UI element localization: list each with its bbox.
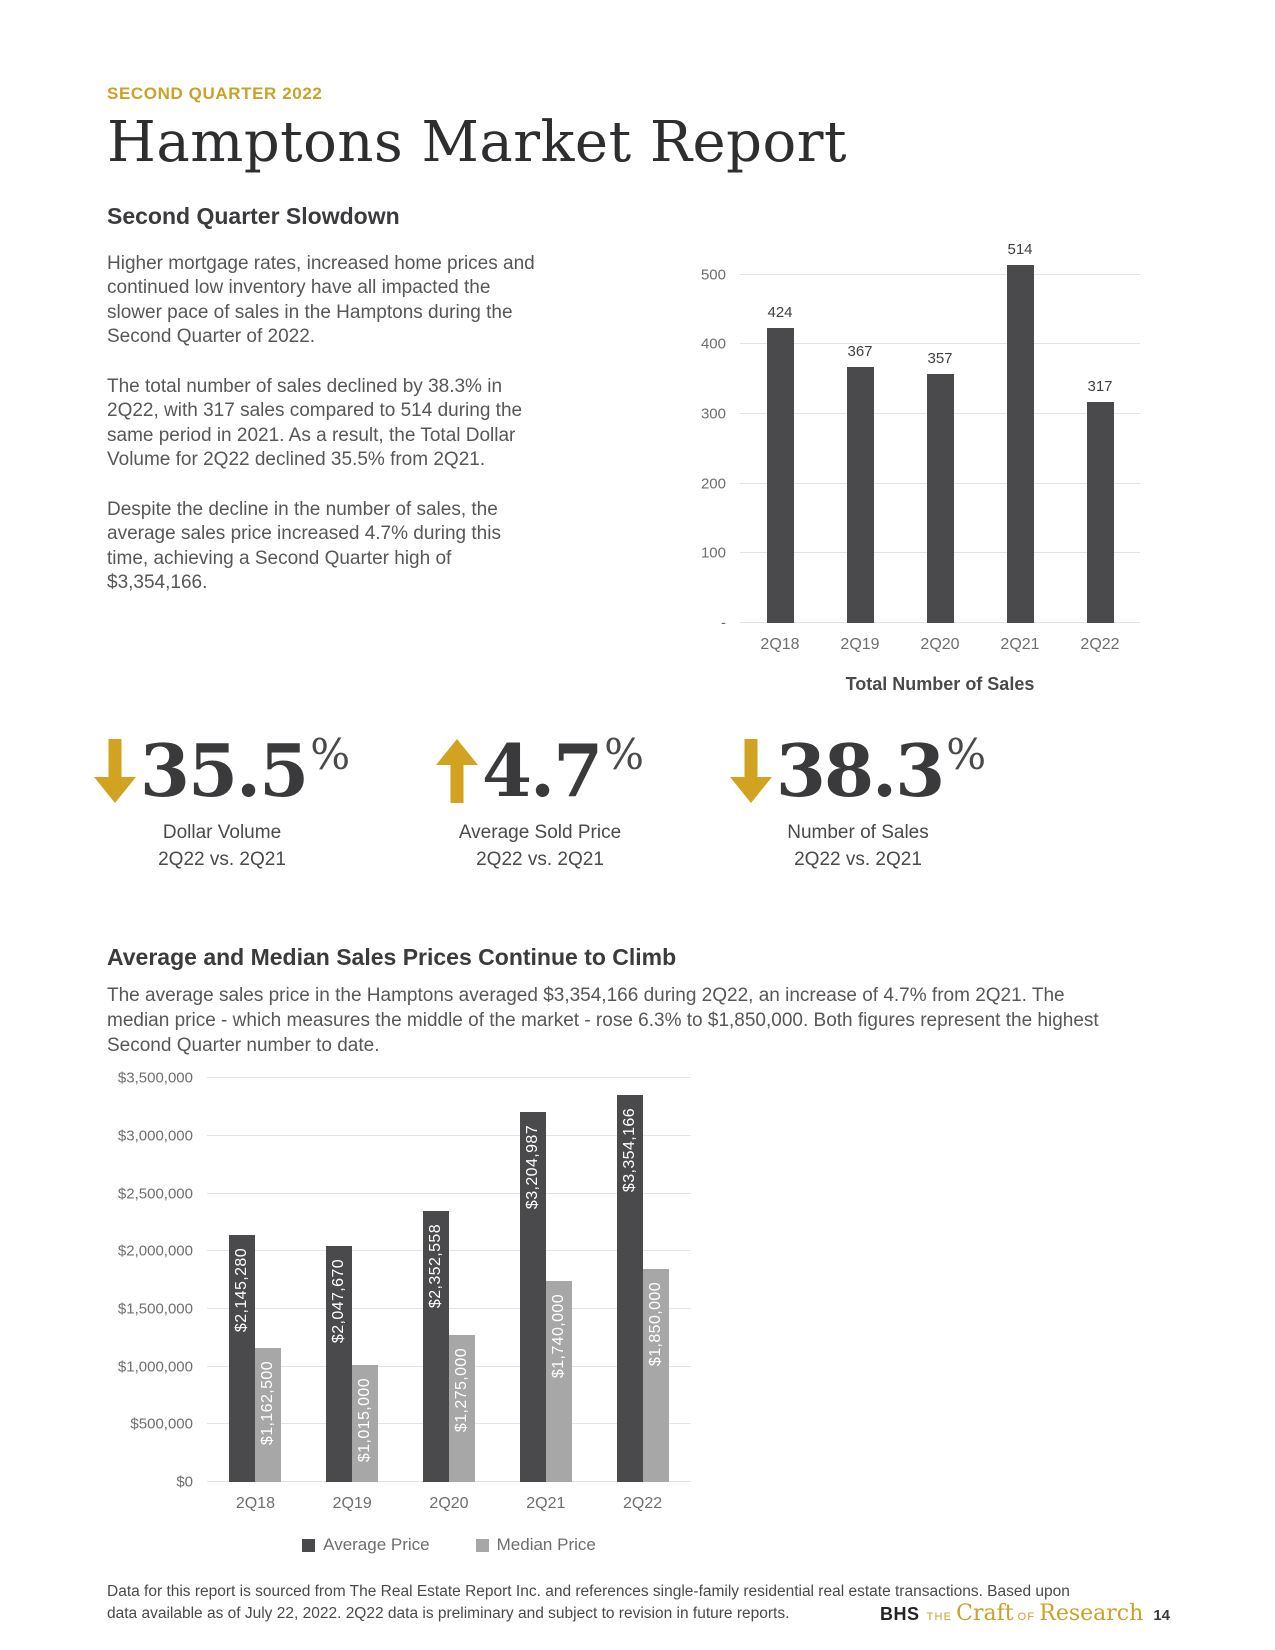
category-slot-2q21: [980, 240, 1060, 623]
bar-value-label: 357: [927, 350, 953, 368]
median-price-bar-2q18: [255, 1348, 281, 1482]
footer-tagline-the: THE: [926, 1611, 953, 1623]
category-slot-2q22: [594, 1078, 691, 1482]
legend-label: Average Price: [323, 1535, 430, 1555]
prices-paragraph: The average sales price in the Hamptons averaged $3,354,166 during 2Q22, an increase of 4.7% from 2Q21. The median price - which measures the middle of the market - rose 6.3% to $1,850,000. Both figures represent the highest Second Quarter number to date.: [107, 984, 1099, 1057]
y-axis-tick-label: 300: [700, 405, 726, 423]
category-slot-2q19: [304, 1078, 401, 1482]
x-axis-tick-label: 2Q22: [623, 1495, 663, 1513]
kpi-value: 4.7: [481, 727, 602, 813]
bar-value-label: 317: [1087, 378, 1113, 396]
kpi-value: 38.3: [775, 727, 944, 813]
kpi-sublabel: 2Q22 vs. 2Q21: [794, 849, 922, 871]
kpi-sublabel: 2Q22 vs. 2Q21: [158, 849, 286, 871]
median-price-bar-2q21: [546, 1281, 572, 1482]
bar-group: [423, 1078, 475, 1482]
bar-value-label: $2,352,558: [426, 1223, 444, 1308]
kpi-number: [730, 727, 987, 813]
average-price-bar-2q18: [229, 1235, 255, 1483]
bar-group: [1007, 240, 1034, 623]
bar-column: [326, 1078, 352, 1482]
category-slot-2q20: [900, 240, 980, 623]
footer-tagline-research: Research: [1039, 1601, 1144, 1626]
bar-value-label: 367: [847, 343, 873, 361]
kpi-row: [63, 727, 1017, 874]
bar-value-label: $1,015,000: [356, 1377, 374, 1463]
y-axis-tick-label: $2,000,000: [117, 1242, 193, 1260]
y-axis-tick-label: $3,500,000: [117, 1069, 193, 1087]
category-slot-2q21: [497, 1078, 594, 1482]
bar-value-label: $3,204,987: [523, 1125, 541, 1210]
bar-column: [847, 240, 874, 623]
category-slot-2q18: [207, 1078, 304, 1482]
bars-layer: [207, 1078, 691, 1482]
report-eyebrow: SECOND QUARTER 2022: [107, 84, 323, 103]
bar-column: [1087, 240, 1114, 623]
bar-column: [520, 1078, 546, 1482]
bar-value-label: 514: [1007, 240, 1033, 258]
median-price-bar-2q22: [643, 1269, 669, 1483]
kpi-value: 35.5: [139, 727, 308, 813]
bar-group: [229, 1078, 281, 1482]
bar-group: [326, 1078, 378, 1482]
average-price-bar-2q20: [423, 1211, 449, 1483]
intro-text-column: [107, 252, 545, 695]
y-axis-tick-label: $500,000: [130, 1415, 193, 1433]
legend-item-average-price: [302, 1535, 429, 1555]
kpi-label: Average Sold Price: [458, 821, 622, 843]
kpi-number: [94, 727, 351, 813]
bar-column: [255, 1078, 281, 1482]
category-slot-2q18: [740, 240, 820, 623]
bar-group: [767, 240, 794, 623]
prices-plot: [117, 1069, 691, 1491]
bar-column: [767, 240, 794, 623]
average-price-bar-2q19: [326, 1246, 352, 1482]
bar-group: [1087, 240, 1114, 623]
intro-paragraph: Higher mortgage rates, increased home prices and continued low inventory have all impacted the slower pace of sales in the Hamptons during the Second Quarter of 2022.: [107, 252, 535, 348]
brand-logo: BHS: [880, 1604, 920, 1624]
bar-column: [643, 1078, 669, 1482]
page-title: Hamptons Market Report: [107, 110, 848, 175]
median-price-bar-2q19: [352, 1365, 378, 1482]
x-axis-tick-label: 2Q18: [235, 1495, 275, 1513]
total-sales-x-axis: [740, 623, 1140, 654]
bar-value-label: $2,145,280: [233, 1247, 251, 1332]
kpi-block: [381, 727, 699, 874]
data-source-footnote: Data for this report is sourced from The Real Estate Report Inc. and references single-family residential real estate transactions. Based upon data available as of July 22, 2022. 2Q22 data is preliminary and subject to revision in future reports.: [107, 1583, 1070, 1622]
y-axis-tick-label: 500: [700, 266, 726, 284]
page-number: 14: [1153, 1607, 1170, 1624]
prices-chart: [107, 1069, 1170, 1555]
total-sales-plot: [700, 240, 1140, 632]
kpi-label: Dollar Volume: [162, 821, 282, 843]
y-axis-tick-label: 400: [700, 335, 726, 353]
kpi-block: [699, 727, 1017, 874]
intro-paragraph: Despite the decline in the number of sales, the average sales price increased 4.7% during this time, achieving a Second Quarter high of $3,354,166.: [107, 498, 501, 594]
y-axis-tick-label: $3,000,000: [117, 1127, 193, 1145]
category-slot-2q19: [820, 240, 900, 623]
y-axis-tick-label: $1,500,000: [117, 1300, 193, 1318]
x-axis-tick-label: 2Q19: [840, 635, 880, 653]
footer-tagline-of: OF: [1017, 1611, 1036, 1623]
bar-column: [927, 240, 954, 623]
y-axis-tick-label: -: [721, 614, 726, 632]
kpi-percent-sign: %: [604, 730, 645, 780]
total-sales-bar-2q20: [927, 374, 954, 623]
bar-value-label: $1,740,000: [549, 1294, 567, 1379]
legend-swatch: [476, 1539, 489, 1552]
bar-value-label: $3,354,166: [620, 1107, 638, 1193]
average-price-bar-2q21: [520, 1112, 546, 1482]
down-arrow-icon: [94, 739, 136, 803]
kpi-percent-sign: %: [310, 730, 351, 780]
up-arrow-icon: [436, 739, 478, 803]
kpi-percent-sign: %: [946, 730, 987, 780]
total-sales-bar-2q18: [767, 328, 794, 623]
total-sales-bar-2q22: [1087, 402, 1114, 623]
category-slot-2q22: [1060, 240, 1140, 623]
bar-group: [927, 240, 954, 623]
kpi-number: [436, 727, 645, 813]
total-sales-bar-2q21: [1007, 265, 1034, 623]
bar-value-label: $1,850,000: [646, 1281, 664, 1366]
total-sales-bar-2q19: [847, 367, 874, 623]
bar-column: [546, 1078, 572, 1482]
bar-value-label: $1,162,500: [259, 1360, 277, 1446]
bar-column: [617, 1078, 643, 1482]
legend-label: Median Price: [496, 1535, 596, 1555]
bar-group: [617, 1078, 669, 1482]
x-axis-tick-label: 2Q19: [332, 1495, 372, 1513]
legend-item-median-price: [476, 1535, 596, 1555]
bar-column: [423, 1078, 449, 1482]
bar-value-label: $1,275,000: [452, 1347, 470, 1433]
page-footer: [880, 1601, 1170, 1626]
category-slot-2q20: [401, 1078, 498, 1482]
x-axis-tick-label: 2Q21: [1000, 635, 1040, 653]
bar-group: [847, 240, 874, 623]
prices-x-axis: [207, 1482, 691, 1513]
bar-value-label: 424: [767, 303, 793, 321]
y-axis-tick-label: $1,000,000: [117, 1358, 193, 1376]
bar-column: [1007, 240, 1034, 623]
down-arrow-icon: [730, 739, 772, 803]
intro-paragraph: The total number of sales declined by 38.3% in 2Q22, with 317 sales compared to 514 during the same period in 2021. As a result, the Total Dollar Volume for 2Q22 declined 35.5% from 2Q21.: [107, 375, 523, 471]
bar-column: [229, 1078, 255, 1482]
bars-layer: [740, 240, 1140, 623]
prices-legend: [207, 1535, 691, 1555]
x-axis-tick-label: 2Q20: [429, 1495, 469, 1513]
legend-swatch: [302, 1539, 315, 1552]
y-axis-tick-label: $0: [176, 1473, 193, 1491]
x-axis-tick-label: 2Q21: [526, 1495, 566, 1513]
bar-value-label: $2,047,670: [330, 1258, 348, 1343]
total-sales-chart: [680, 240, 1140, 695]
median-price-bar-2q20: [449, 1335, 475, 1482]
bar-group: [520, 1078, 572, 1482]
y-axis-tick-label: 100: [700, 544, 726, 562]
x-axis-tick-label: 2Q22: [1080, 635, 1120, 653]
intro-section: [107, 240, 1170, 695]
y-axis-tick-label: $2,500,000: [117, 1185, 193, 1203]
kpi-label: Number of Sales: [787, 821, 929, 843]
prices-heading: Average and Median Sales Prices Continue to Climb: [107, 943, 677, 970]
x-axis-tick-label: 2Q20: [920, 635, 960, 653]
y-axis-tick-label: 200: [700, 475, 726, 493]
bar-column: [352, 1078, 378, 1482]
x-axis-tick-label: 2Q18: [760, 635, 800, 653]
kpi-sublabel: 2Q22 vs. 2Q21: [476, 849, 604, 871]
intro-heading: Second Quarter Slowdown: [107, 202, 400, 229]
footer-tagline-craft: Craft: [956, 1601, 1014, 1626]
bar-column: [449, 1078, 475, 1482]
kpi-block: [63, 727, 381, 874]
total-sales-chart-title: Total Number of Sales: [845, 673, 1035, 694]
average-price-bar-2q22: [617, 1095, 643, 1482]
